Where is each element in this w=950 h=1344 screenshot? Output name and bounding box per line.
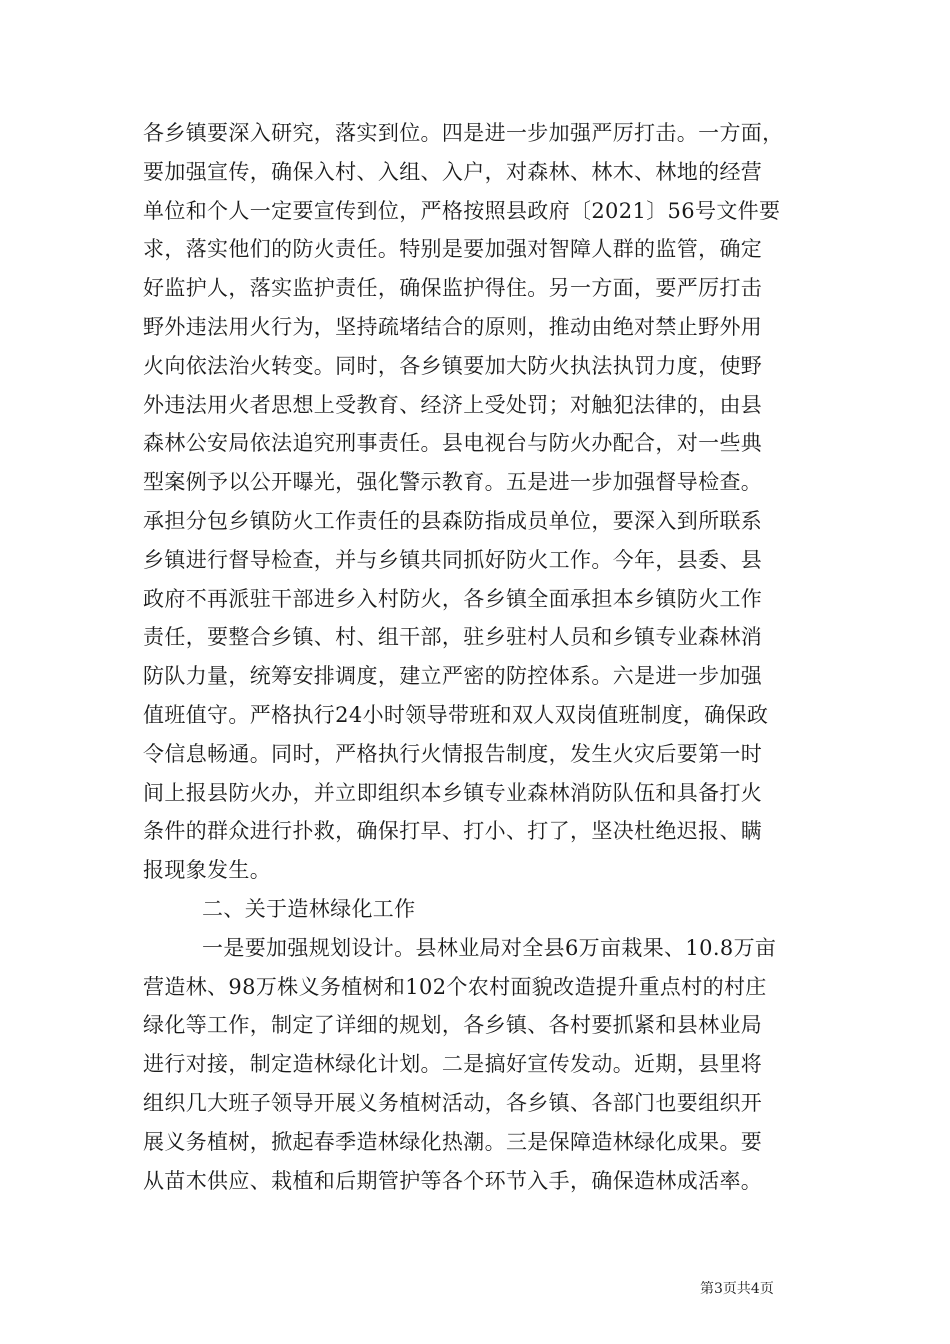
text-line: 值班值守。严格执行24小时领导带班和双人双岗值班制度，确保政 [143,702,769,727]
text-line: 报现象发生。 [143,858,272,883]
page-number: 第3页共4页 [700,1281,774,1297]
text-line: 条件的群众进行扑救，确保打早、打小、打了，坚决杜绝迟报、瞒 [143,819,763,844]
text-line: 绿化等工作，制定了详细的规划，各乡镇、各村要抓紧和县林业局 [143,1013,763,1038]
text-line: 展义务植树，掀起春季造林绿化热潮。三是保障造林绿化成果。要 [143,1129,763,1154]
text-line: 防队力量，统筹安排调度，建立严密的防控体系。六是进一步加强 [143,664,763,689]
text-line: 政府不再派驻干部进乡入村防火，各乡镇全面承担本乡镇防火工作 [143,586,763,611]
text-line: 从苗木供应、栽植和后期管护等各个环节入手，确保造林成活率。 [143,1168,763,1193]
text-line: 营造林、98万株义务植树和102个农村面貌改造提升重点村的村庄 [143,974,767,999]
text-line: 火向依法治火转变。同时，各乡镇要加大防火执法执罚力度，使野 [143,353,763,378]
text-line: 野外违法用火行为，坚持疏堵结合的原则，推动由绝对禁止野外用 [143,314,763,339]
section-heading: 二、关于造林绿化工作 [202,896,416,921]
text-line: 外违法用火者思想上受教育、经济上受处罚；对触犯法律的，由县 [143,392,763,417]
text-line: 组织几大班子领导开展义务植树活动，各乡镇、各部门也要组织开 [143,1090,763,1115]
text-line: 各乡镇要深入研究，落实到位。四是进一步加强严厉打击。一方面， [143,121,784,145]
text-line: 单位和个人一定要宣传到位，严格按照县政府〔2021〕56号文件要 [143,198,781,223]
text-line: 求，落实他们的防火责任。特别是要加强对智障人群的监管，确定 [143,237,763,262]
text-line: 进行对接，制定造林绿化计划。二是搞好宣传发动。近期，县里将 [143,1052,763,1077]
text-line: 责任，要整合乡镇、村、组干部，驻乡驻村人员和乡镇专业森林消 [143,625,763,650]
text-line: 令信息畅通。同时，严格执行火情报告制度，发生火灾后要第一时 [143,741,763,766]
text-line: 型案例予以公开曝光，强化警示教育。五是进一步加强督导检查。 [143,470,763,495]
text-line: 承担分包乡镇防火工作责任的县森防指成员单位，要深入到所联系 [143,508,763,533]
text-line: 要加强宣传，确保入村、入组、入户，对森林、林木、林地的经营 [143,159,763,184]
text-line: 森林公安局依法追究刑事责任。县电视台与防火办配合，对一些典 [143,431,763,456]
text-line: 好监护人，落实监护责任，确保监护得住。另一方面，要严厉打击 [143,276,763,301]
text-line: 一是要加强规划设计。县林业局对全县6万亩栽果、10.8万亩 [202,935,777,960]
text-line: 间上报县防火办，并立即组织本乡镇专业森林消防队伍和具备打火 [143,780,763,805]
text-line: 乡镇进行督导检查，并与乡镇共同抓好防火工作。今年，县委、县 [143,547,763,572]
document-body [143,114,808,1200]
